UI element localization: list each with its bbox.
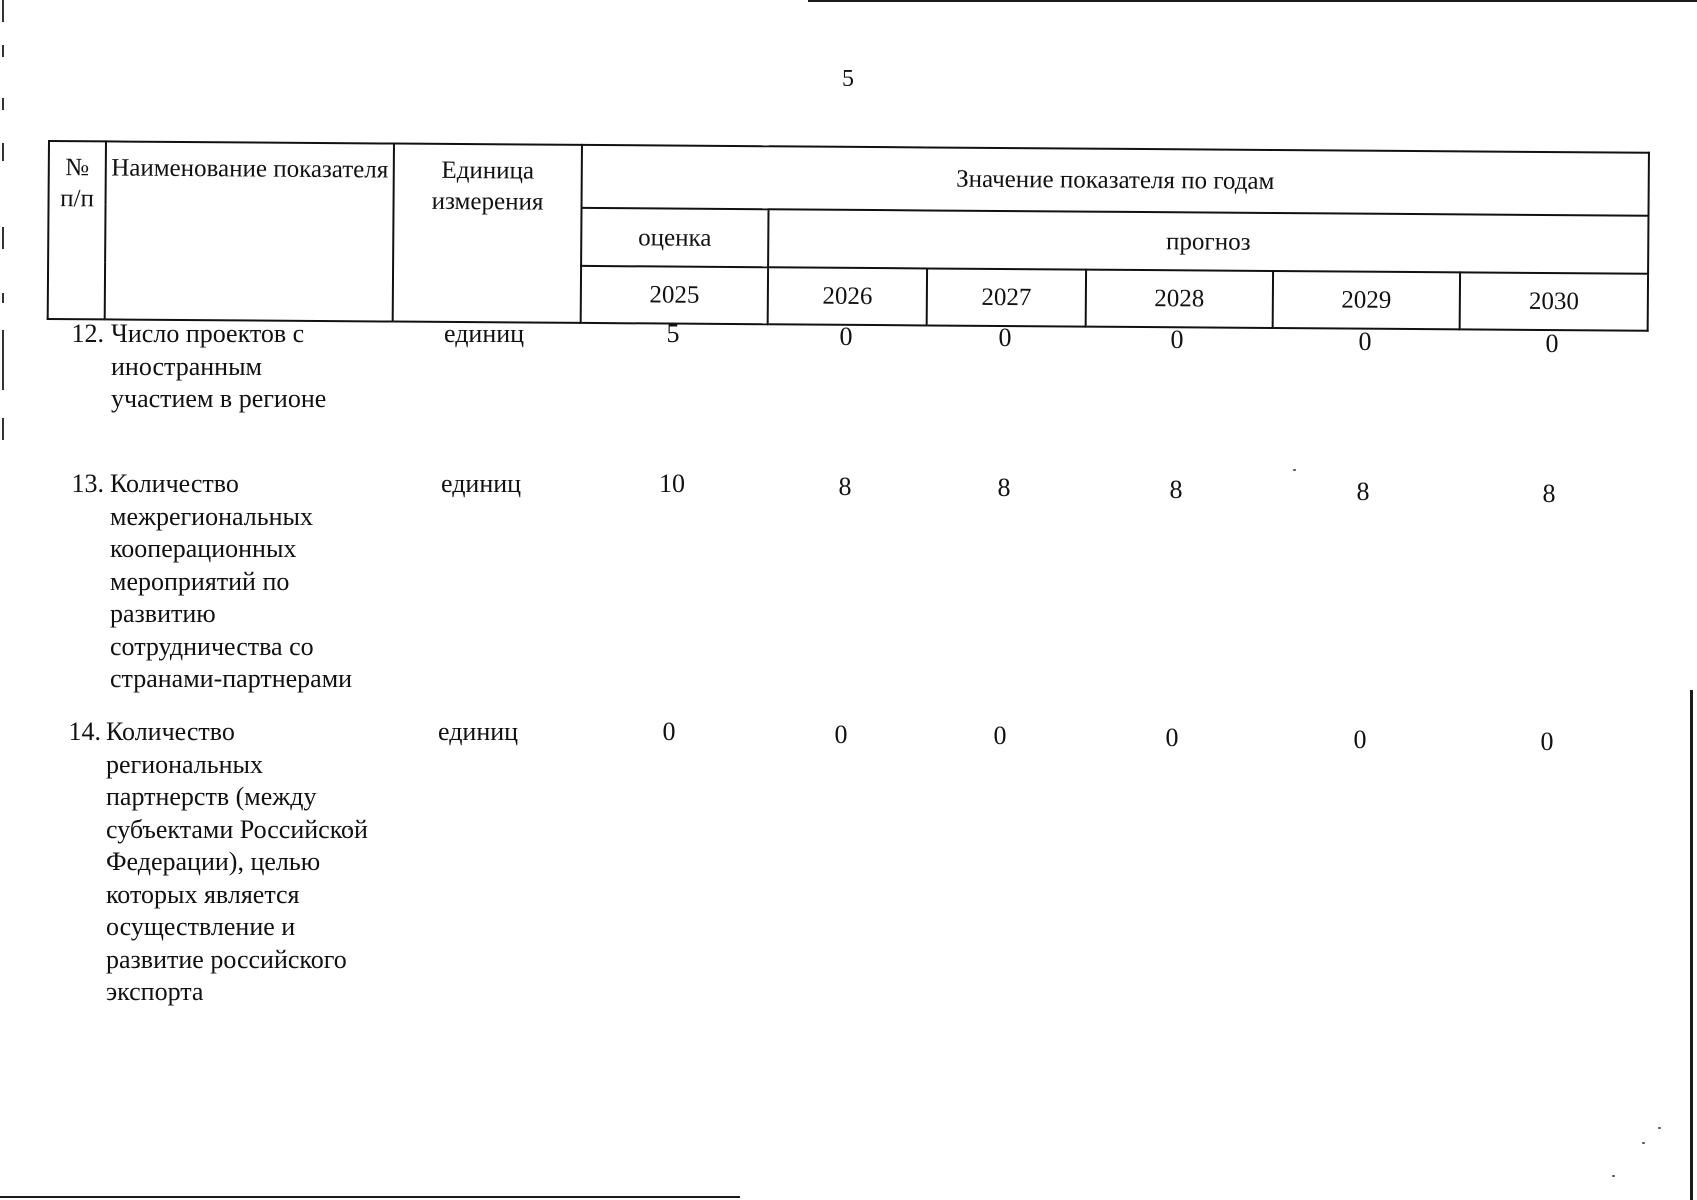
header-year: 2029 — [1273, 271, 1460, 330]
row-value-2027: 8 — [997, 473, 1011, 502]
header-year: 2028 — [1086, 269, 1273, 328]
row-value-2027: 0 — [998, 323, 1012, 352]
row-value-2028: 0 — [1165, 723, 1179, 752]
row-value-2028: 8 — [1169, 475, 1183, 504]
row-number: 12. — [71, 319, 104, 348]
row-value-2029: 8 — [1356, 477, 1370, 506]
scan-dash — [2, 330, 4, 390]
row-value-2029: 0 — [1353, 725, 1367, 754]
row-number: 13. — [71, 469, 104, 498]
scan-dash — [2, 143, 4, 161]
row-value-2028: 0 — [1170, 325, 1184, 354]
header-year: 2025 — [581, 266, 768, 325]
row-value-2030: 0 — [1540, 727, 1554, 756]
scan-edge-bottom — [0, 1196, 740, 1198]
row-unit: единиц — [438, 717, 519, 746]
scan-speck — [1642, 1142, 1645, 1144]
row-number: 14. — [68, 717, 101, 746]
table-header — [47, 140, 1648, 332]
header-forecast: прогноз — [768, 210, 1648, 274]
scan-dash — [2, 227, 4, 249]
row-value-2025: 5 — [666, 319, 680, 348]
header-values-group: Значение показателя по годам — [582, 145, 1649, 216]
header-unit: Единица измерения — [393, 144, 582, 323]
scan-speck — [1293, 469, 1296, 471]
header-year: 2026 — [768, 267, 927, 325]
page-number: 5 — [842, 66, 854, 92]
row-indicator-name: Количество региональных партнерств (между субъектами Российской Федерации), целью которых является осуществление и развитие российского экспорта — [106, 717, 368, 1006]
scan-dash — [2, 293, 4, 303]
row-value-2025: 0 — [662, 717, 676, 746]
row-value-2026: 0 — [839, 322, 853, 351]
header-num: № п/п — [48, 141, 106, 319]
scan-speck — [1658, 1127, 1661, 1129]
scan-dash — [2, 98, 4, 110]
scan-dash — [2, 0, 4, 22]
scan-edge-right — [1690, 690, 1693, 1200]
header-name: Наименование показателя — [105, 141, 394, 321]
row-value-2026: 8 — [838, 472, 852, 501]
row-value-2030: 0 — [1545, 329, 1559, 358]
row-value-2029: 0 — [1358, 327, 1372, 356]
row-value-2027: 0 — [993, 721, 1007, 750]
scan-edge-top — [808, 0, 1697, 2]
header-year: 2027 — [927, 268, 1086, 326]
row-value-2026: 0 — [834, 720, 848, 749]
scan-dash — [2, 45, 4, 57]
row-unit: единиц — [444, 319, 525, 348]
row-value-2030: 8 — [1542, 479, 1556, 508]
scan-speck — [1612, 1175, 1615, 1177]
row-indicator-name: Число проектов с иностранным участием в регионе — [111, 319, 327, 413]
row-unit: единиц — [441, 469, 522, 498]
scan-dash — [2, 418, 4, 440]
row-indicator-name: Количество межрегиональных кооперационных мероприятий по развитию сотрудничества со странами-партнерами — [110, 469, 353, 693]
row-value-2025: 10 — [659, 469, 685, 498]
header-year: 2030 — [1460, 272, 1648, 331]
header-estimate: оценка — [581, 208, 768, 267]
